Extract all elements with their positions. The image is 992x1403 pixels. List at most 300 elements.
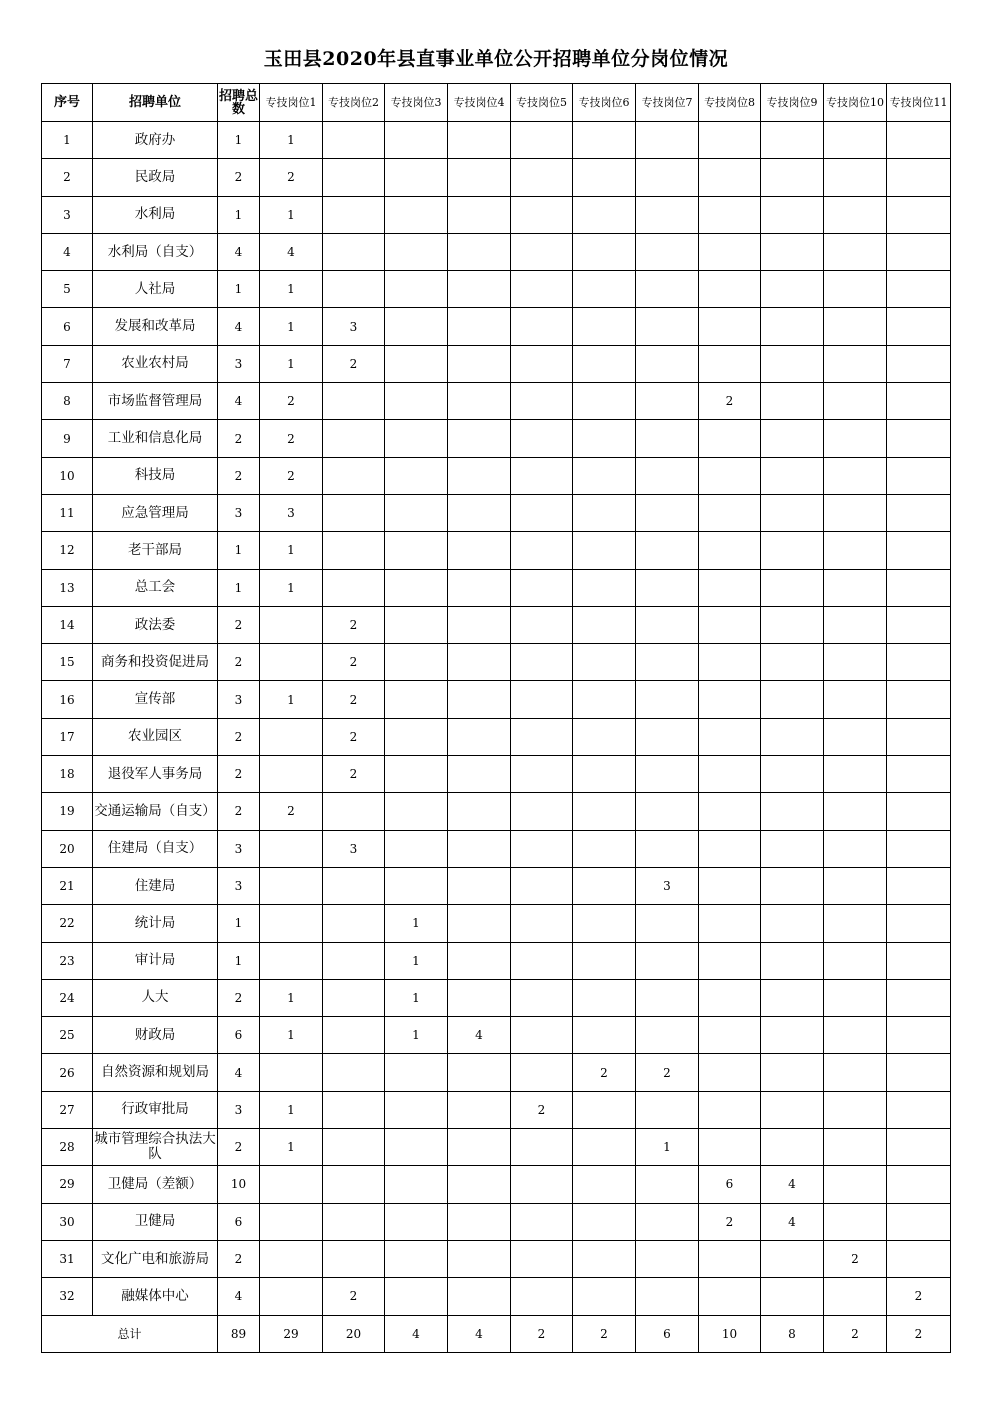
position-count-11 [887,1240,951,1277]
position-count-8 [699,308,761,345]
position-count-7 [636,494,699,531]
position-count-4 [448,718,511,755]
row-number: 32 [42,1278,93,1315]
position-count-8 [699,979,761,1016]
position-count-1: 1 [260,569,323,606]
position-count-9 [761,681,824,718]
position-count-1: 1 [260,345,323,382]
position-count-5 [511,233,573,270]
position-total-5: 2 [511,1315,573,1352]
row-total: 2 [218,979,260,1016]
row-total: 1 [218,122,260,159]
row-total: 6 [218,1203,260,1240]
position-count-8 [699,420,761,457]
position-count-4 [448,1129,511,1166]
position-count-9 [761,867,824,904]
position-count-8 [699,606,761,643]
row-number: 1 [42,122,93,159]
position-count-2 [323,1129,385,1166]
position-count-1: 1 [260,308,323,345]
position-count-9 [761,1017,824,1054]
position-count-3 [385,383,448,420]
position-count-9 [761,494,824,531]
table-row [42,494,951,531]
position-count-2 [323,1240,385,1277]
row-total: 2 [218,606,260,643]
position-count-9 [761,942,824,979]
position-count-6 [573,718,636,755]
unit-name: 文化广电和旅游局 [93,1240,218,1277]
table-row [42,1017,951,1054]
position-count-10 [824,1278,887,1315]
position-count-5 [511,532,573,569]
position-count-4 [448,271,511,308]
position-count-3 [385,644,448,681]
header-position-11: 专技岗位11 [887,84,951,122]
position-count-4 [448,1278,511,1315]
position-count-2: 2 [323,606,385,643]
position-count-2 [323,905,385,942]
position-count-10 [824,606,887,643]
row-total: 3 [218,681,260,718]
position-count-7 [636,681,699,718]
position-count-1: 3 [260,494,323,531]
row-number: 12 [42,532,93,569]
position-count-3 [385,1166,448,1203]
position-count-9 [761,905,824,942]
row-number: 13 [42,569,93,606]
position-count-3 [385,122,448,159]
table-row [42,383,951,420]
position-total-10: 2 [824,1315,887,1352]
position-count-4 [448,196,511,233]
position-total-11: 2 [887,1315,951,1352]
position-count-4 [448,532,511,569]
position-count-4 [448,122,511,159]
position-count-9 [761,979,824,1016]
position-count-2 [323,1166,385,1203]
position-total-9: 8 [761,1315,824,1352]
row-number: 3 [42,196,93,233]
position-count-10 [824,569,887,606]
position-count-11 [887,271,951,308]
position-count-3 [385,457,448,494]
position-count-6 [573,271,636,308]
position-count-8 [699,532,761,569]
position-count-3 [385,793,448,830]
position-count-2 [323,979,385,1016]
position-count-3 [385,830,448,867]
position-count-3: 1 [385,942,448,979]
position-count-4 [448,681,511,718]
position-count-7 [636,271,699,308]
position-count-1: 1 [260,681,323,718]
position-count-6 [573,756,636,793]
position-count-1 [260,718,323,755]
position-count-1: 2 [260,793,323,830]
position-total-7: 6 [636,1315,699,1352]
position-count-4 [448,1166,511,1203]
position-count-1 [260,1054,323,1091]
row-total: 2 [218,457,260,494]
position-count-1 [260,1240,323,1277]
position-count-2 [323,196,385,233]
table-row [42,345,951,382]
position-count-1: 1 [260,979,323,1016]
position-count-9 [761,345,824,382]
position-count-11 [887,942,951,979]
position-count-4 [448,494,511,531]
unit-name: 科技局 [93,457,218,494]
position-count-9 [761,756,824,793]
position-count-6 [573,681,636,718]
row-number: 10 [42,457,93,494]
position-count-1 [260,606,323,643]
position-count-5 [511,122,573,159]
unit-name: 老干部局 [93,532,218,569]
position-count-6 [573,830,636,867]
row-number: 19 [42,793,93,830]
position-count-11: 2 [887,1278,951,1315]
position-count-7 [636,196,699,233]
position-count-4 [448,1091,511,1128]
row-total: 3 [218,1091,260,1128]
position-count-8 [699,793,761,830]
row-total: 1 [218,271,260,308]
unit-name: 自然资源和规划局 [93,1054,218,1091]
totals-label: 总计 [42,1315,218,1352]
position-count-11 [887,756,951,793]
header-seq: 序号 [42,84,93,122]
row-total: 1 [218,569,260,606]
position-count-3: 1 [385,979,448,1016]
position-count-1: 2 [260,420,323,457]
position-count-3 [385,345,448,382]
position-count-2: 2 [323,756,385,793]
position-count-7 [636,1017,699,1054]
position-count-11 [887,718,951,755]
position-count-8 [699,756,761,793]
position-count-11 [887,644,951,681]
unit-name: 交通运输局（自支） [93,793,218,830]
position-count-1: 1 [260,196,323,233]
position-count-2 [323,1054,385,1091]
position-count-10 [824,1091,887,1128]
position-count-11 [887,569,951,606]
position-count-2 [323,867,385,904]
position-count-8 [699,122,761,159]
position-count-2 [323,569,385,606]
row-number: 6 [42,308,93,345]
position-count-7 [636,457,699,494]
position-count-5 [511,196,573,233]
position-count-3 [385,532,448,569]
row-number: 9 [42,420,93,457]
header-position-2: 专技岗位2 [323,84,385,122]
position-count-5 [511,1166,573,1203]
row-number: 14 [42,606,93,643]
row-number: 15 [42,644,93,681]
position-count-9 [761,271,824,308]
table-row [42,122,951,159]
position-count-10 [824,1203,887,1240]
row-total: 1 [218,196,260,233]
position-count-7 [636,905,699,942]
row-total: 2 [218,159,260,196]
position-count-8 [699,644,761,681]
position-count-3 [385,308,448,345]
row-number: 18 [42,756,93,793]
unit-name: 水利局 [93,196,218,233]
position-count-11 [887,494,951,531]
position-count-7 [636,606,699,643]
unit-name: 住建局（自支） [93,830,218,867]
position-count-2: 3 [323,308,385,345]
row-number: 26 [42,1054,93,1091]
header-unit: 招聘单位 [93,84,218,122]
row-total: 2 [218,756,260,793]
table-row [42,979,951,1016]
unit-name: 宣传部 [93,681,218,718]
position-count-11 [887,457,951,494]
row-total: 3 [218,494,260,531]
row-total: 2 [218,793,260,830]
position-count-8 [699,1054,761,1091]
header-position-8: 专技岗位8 [699,84,761,122]
position-count-1: 1 [260,532,323,569]
position-count-6 [573,159,636,196]
position-count-6 [573,1278,636,1315]
table-row [42,271,951,308]
position-count-1: 1 [260,122,323,159]
position-count-10 [824,1166,887,1203]
table-row [42,196,951,233]
position-count-9: 4 [761,1203,824,1240]
position-count-11 [887,867,951,904]
position-count-6 [573,1166,636,1203]
row-number: 5 [42,271,93,308]
position-count-4 [448,867,511,904]
position-count-7 [636,644,699,681]
position-count-11 [887,606,951,643]
position-count-7 [636,1240,699,1277]
row-number: 20 [42,830,93,867]
row-number: 23 [42,942,93,979]
position-count-4 [448,644,511,681]
position-count-5 [511,1017,573,1054]
position-count-5 [511,308,573,345]
row-number: 28 [42,1129,93,1166]
position-count-10 [824,793,887,830]
page-title: 玉田县2020年县直事业单位公开招聘单位分岗位情况 [263,48,729,70]
position-count-1 [260,644,323,681]
position-count-1 [260,1166,323,1203]
unit-name: 人社局 [93,271,218,308]
position-count-10 [824,942,887,979]
row-total: 6 [218,1017,260,1054]
position-count-11 [887,233,951,270]
position-count-6 [573,979,636,1016]
position-count-10 [824,494,887,531]
position-count-10 [824,718,887,755]
unit-name: 应急管理局 [93,494,218,531]
position-count-1 [260,1203,323,1240]
row-number: 25 [42,1017,93,1054]
table-row [42,681,951,718]
position-count-7 [636,383,699,420]
position-count-10 [824,457,887,494]
position-count-2 [323,532,385,569]
position-count-2 [323,1091,385,1128]
position-count-11 [887,1054,951,1091]
table-row [42,905,951,942]
unit-name: 融媒体中心 [93,1278,218,1315]
position-count-7 [636,756,699,793]
position-count-10 [824,308,887,345]
table-row [42,420,951,457]
row-total: 1 [218,532,260,569]
position-count-9 [761,1054,824,1091]
position-total-8: 10 [699,1315,761,1352]
position-count-11 [887,122,951,159]
row-total: 2 [218,1129,260,1166]
position-count-7 [636,830,699,867]
position-count-7 [636,569,699,606]
position-count-6 [573,233,636,270]
position-count-10 [824,979,887,1016]
position-count-4 [448,345,511,382]
row-number: 4 [42,233,93,270]
position-count-9 [761,308,824,345]
row-number: 17 [42,718,93,755]
position-count-10 [824,1129,887,1166]
row-total: 10 [218,1166,260,1203]
position-count-5 [511,420,573,457]
position-count-7 [636,1278,699,1315]
position-count-8 [699,345,761,382]
position-count-6 [573,122,636,159]
position-count-6 [573,1129,636,1166]
header-position-6: 专技岗位6 [573,84,636,122]
position-count-3 [385,867,448,904]
row-total: 2 [218,718,260,755]
header-position-5: 专技岗位5 [511,84,573,122]
unit-name: 政府办 [93,122,218,159]
unit-name: 审计局 [93,942,218,979]
unit-name: 农业园区 [93,718,218,755]
unit-name: 住建局 [93,867,218,904]
table-row [42,718,951,755]
position-count-5 [511,457,573,494]
position-count-8 [699,271,761,308]
unit-name: 市场监督管理局 [93,383,218,420]
position-count-1: 1 [260,1017,323,1054]
position-count-4 [448,1203,511,1240]
position-count-9 [761,1091,824,1128]
row-total: 4 [218,383,260,420]
position-count-2 [323,233,385,270]
row-number: 2 [42,159,93,196]
position-count-8 [699,681,761,718]
row-total: 4 [218,308,260,345]
position-count-8 [699,1091,761,1128]
position-count-5 [511,1129,573,1166]
table-row [42,233,951,270]
position-count-3 [385,718,448,755]
unit-name: 统计局 [93,905,218,942]
position-total-3: 4 [385,1315,448,1352]
position-count-10 [824,681,887,718]
position-total-2: 20 [323,1315,385,1352]
position-count-11 [887,345,951,382]
position-count-2 [323,159,385,196]
position-count-4 [448,1054,511,1091]
unit-name: 卫健局（差额） [93,1166,218,1203]
position-count-7 [636,979,699,1016]
position-count-1: 1 [260,271,323,308]
position-count-11 [887,830,951,867]
position-count-8 [699,1240,761,1277]
position-count-5 [511,793,573,830]
row-total: 2 [218,644,260,681]
position-count-10 [824,159,887,196]
position-count-5 [511,1278,573,1315]
position-count-2 [323,420,385,457]
position-count-9 [761,383,824,420]
row-total: 3 [218,867,260,904]
position-count-10 [824,867,887,904]
table-row [42,942,951,979]
position-count-11 [887,793,951,830]
totals-row [42,1315,951,1352]
position-count-2: 2 [323,718,385,755]
position-count-2: 2 [323,644,385,681]
position-count-10 [824,1054,887,1091]
header-position-3: 专技岗位3 [385,84,448,122]
position-count-1: 2 [260,383,323,420]
unit-name: 民政局 [93,159,218,196]
table-row [42,159,951,196]
position-count-3 [385,681,448,718]
position-count-6 [573,383,636,420]
position-count-2 [323,793,385,830]
position-count-8 [699,494,761,531]
position-count-2: 2 [323,681,385,718]
position-count-5 [511,606,573,643]
position-count-7 [636,233,699,270]
position-count-9 [761,569,824,606]
position-count-7 [636,1203,699,1240]
position-count-1: 1 [260,1129,323,1166]
position-count-8: 2 [699,1203,761,1240]
position-count-8 [699,1017,761,1054]
header-total: 招聘总数 [218,84,260,122]
row-number: 27 [42,1091,93,1128]
position-count-3 [385,606,448,643]
position-count-10 [824,1017,887,1054]
position-count-8 [699,196,761,233]
position-count-11 [887,196,951,233]
position-count-6 [573,1240,636,1277]
position-total-1: 29 [260,1315,323,1352]
position-count-8 [699,233,761,270]
header-position-10: 专技岗位10 [824,84,887,122]
position-count-3 [385,1054,448,1091]
row-total: 3 [218,830,260,867]
position-count-8 [699,830,761,867]
position-count-9 [761,644,824,681]
row-total: 4 [218,1278,260,1315]
